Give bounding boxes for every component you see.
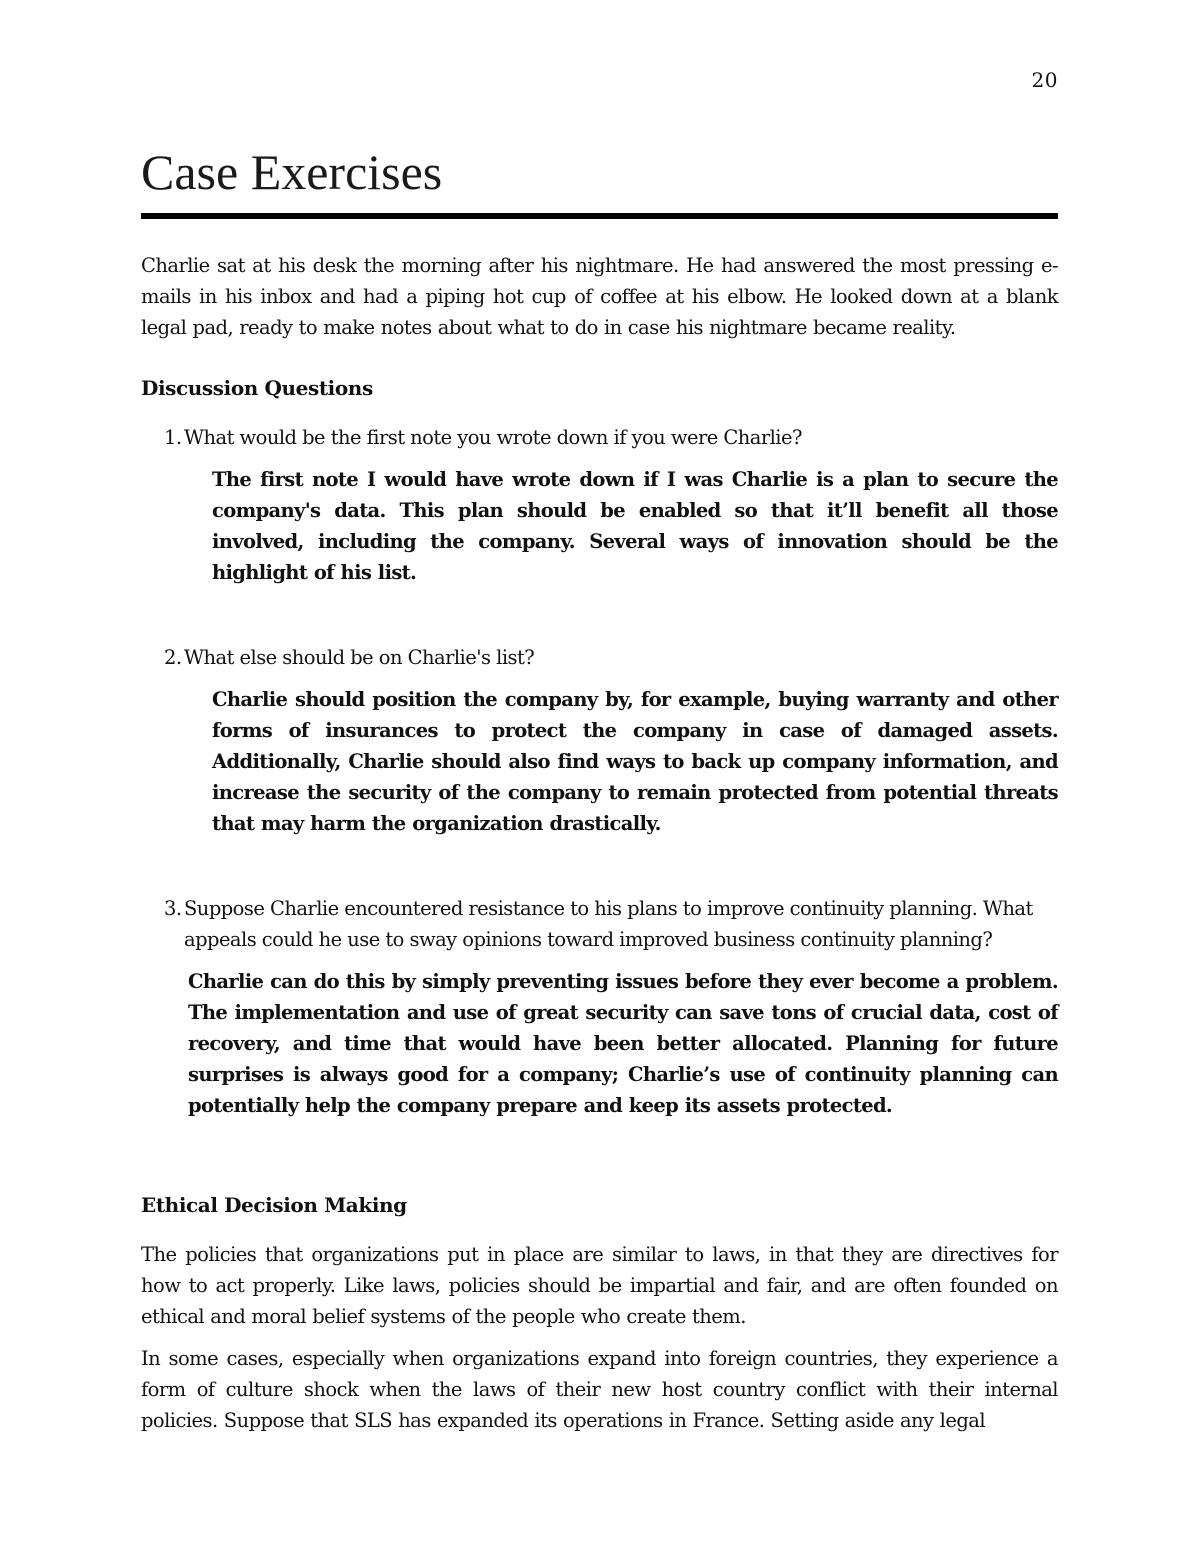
ethical-decision-making-heading: Ethical Decision Making	[141, 1193, 407, 1217]
ethical-paragraph-2: In some cases, especially when organizations expand into foreign countries, they experience a form of culture shock when the laws of their new host country conflict with their internal policies. Suppose that SLS has expanded its operations in France. Setting aside any legal	[141, 1347, 1058, 1432]
page-number: 20	[1031, 68, 1058, 92]
question-1	[164, 422, 1058, 453]
main-content	[141, 250, 1058, 1436]
ethical-paragraph-1: The policies that organizations put in place are similar to laws, in that they are directives for how to act properly. Like laws, policies should be impartial and fair, and are often founded on ethical and moral belief systems of the people who create them.	[141, 1243, 1058, 1328]
question-text: What would be the first note you wrote down if you were Charlie?	[184, 426, 802, 449]
title-underline-divider	[141, 213, 1058, 219]
question-number: 2.	[164, 646, 182, 669]
question-text: Suppose Charlie encountered resistance to his plans to improve continuity planning. What appeals could he use to sway opinions toward improved business continuity planning?	[184, 897, 1033, 951]
question-number: 1.	[164, 426, 182, 449]
intro-paragraph: Charlie sat at his desk the morning after his nightmare. He had answered the most pressing e-mails in his inbox and had a piping hot cup of coffee at his elbow. He looked down at a blank legal pad, ready to make notes about what to do in case his nightmare became reality.	[141, 254, 1058, 339]
question-3	[164, 893, 1058, 955]
question-number: 3.	[164, 897, 182, 920]
answer-3: Charlie can do this by simply preventing issues before they ever become a problem. The implementation and use of great security can save tons of crucial data, cost of recovery, and time that would have been better allocated. Planning for future surprises is always good for a company; Charlie’s use of continuity planning can potentially help the company prepare and keep its assets protected.	[188, 970, 1058, 1117]
answer-1: The first note I would have wrote down if I was Charlie is a plan to secure the company's data. This plan should be enabled so that it’ll benefit all those involved, including the company. Several ways of innovation should be the highlight of his list.	[212, 468, 1058, 584]
question-2	[164, 642, 1058, 673]
answer-2: Charlie should position the company by, for example, buying warranty and other forms of insurances to protect the company in case of damaged assets. Additionally, Charlie should also find ways to back up company information, and increase the security of the company to remain protected from potential threats that may harm the organization drastically.	[212, 688, 1058, 835]
page-title: Case Exercises	[141, 144, 443, 200]
discussion-questions-heading: Discussion Questions	[141, 376, 373, 400]
question-text: What else should be on Charlie's list?	[184, 646, 535, 669]
